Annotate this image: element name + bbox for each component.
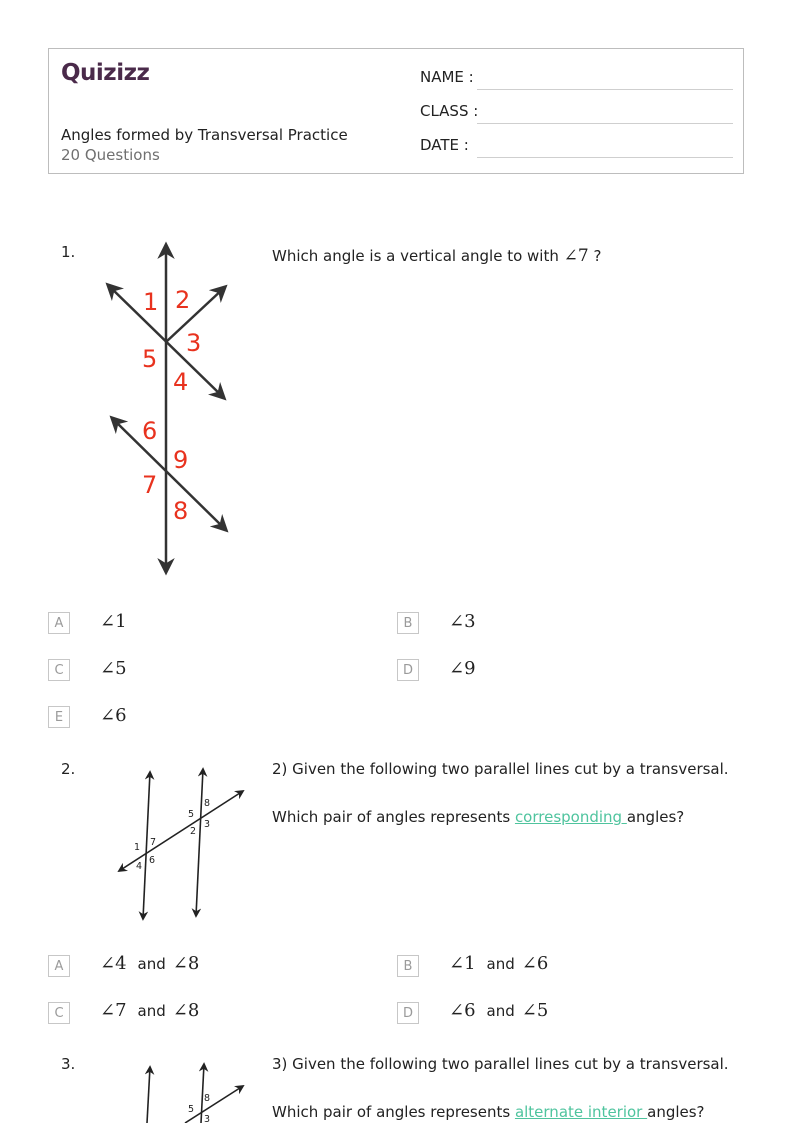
question-count: 20 Questions — [61, 146, 160, 164]
fig1-label: 8 — [173, 497, 189, 525]
question-1-math: ∠7 — [563, 246, 589, 266]
fig1-label: 5 — [142, 345, 158, 373]
q1-option-d[interactable]: D — [397, 659, 419, 681]
fig1-label: 9 — [173, 446, 189, 474]
brand-wordmark: Quizizz — [61, 60, 150, 86]
term-link-corresponding[interactable]: corresponding — [514, 808, 627, 826]
q1-option-a-text: ∠1 — [100, 611, 127, 632]
question-1-number: 1. — [61, 243, 76, 261]
worksheet-title: Angles formed by Transversal Practice — [61, 126, 348, 144]
q2-option-d[interactable]: D — [397, 1002, 419, 1024]
fig1-label: 3 — [186, 329, 202, 357]
q1-option-b[interactable]: B — [397, 612, 419, 634]
q2-option-a-text: ∠4 and ∠8 — [100, 953, 200, 974]
q1-option-e[interactable]: E — [48, 706, 70, 728]
q2-option-b[interactable]: B — [397, 955, 419, 977]
fig1-label: 1 — [143, 288, 159, 316]
fig2-label: 2 — [190, 826, 197, 837]
fig1-label: 4 — [173, 368, 189, 396]
fig2-label: 1 — [134, 842, 141, 853]
class-label: CLASS : — [420, 102, 479, 120]
q2-option-a[interactable]: A — [48, 955, 70, 977]
fig2-label: 8 — [204, 798, 211, 809]
fig1-label: 6 — [142, 417, 158, 445]
q1-option-b-text: ∠3 — [449, 611, 476, 632]
question-3-line-2: Which pair of angles represents alternate interior angles? — [272, 1103, 705, 1121]
fig2-label: 3 — [204, 819, 211, 830]
question-2-number: 2. — [61, 760, 76, 778]
fig2-label: 5 — [188, 809, 195, 820]
question-3-line-1: 3) Given the following two parallel lines cut by a transversal. — [272, 1055, 729, 1073]
q1-option-d-text: ∠9 — [449, 658, 476, 679]
fig3-label: 5 — [188, 1104, 195, 1115]
fig3-label: 8 — [204, 1093, 211, 1104]
parallel-line-1 — [147, 1067, 150, 1123]
q2-option-c[interactable]: C — [48, 1002, 70, 1024]
date-label: DATE : — [420, 136, 469, 154]
fig2-label: 4 — [136, 861, 143, 872]
q1-option-c[interactable]: C — [48, 659, 70, 681]
question-2-line-2: Which pair of angles represents corresponding angles? — [272, 808, 685, 826]
fig1-label: 7 — [142, 471, 158, 499]
q2-option-c-text: ∠7 and ∠8 — [100, 1000, 200, 1021]
fig2-label: 6 — [149, 855, 156, 866]
question-2-line-1: 2) Given the following two parallel lines cut by a transversal. — [272, 760, 729, 778]
fig1-label: 2 — [175, 286, 191, 314]
q2-option-d-text: ∠6 and ∠5 — [449, 1000, 549, 1021]
name-label: NAME : — [420, 68, 474, 86]
fig2-label: 7 — [150, 837, 157, 848]
question-3-number: 3. — [61, 1055, 76, 1073]
q1-option-c-text: ∠5 — [100, 658, 127, 679]
term-link-alternate-interior[interactable]: alternate interior — [514, 1103, 648, 1121]
question-1-text: Which angle is a vertical angle to with ∠7 ? — [272, 246, 602, 266]
q1-option-a[interactable]: A — [48, 612, 70, 634]
q2-option-b-text: ∠1 and ∠6 — [449, 953, 549, 974]
q1-option-e-text: ∠6 — [100, 705, 127, 726]
fig3-label: 3 — [204, 1114, 211, 1123]
